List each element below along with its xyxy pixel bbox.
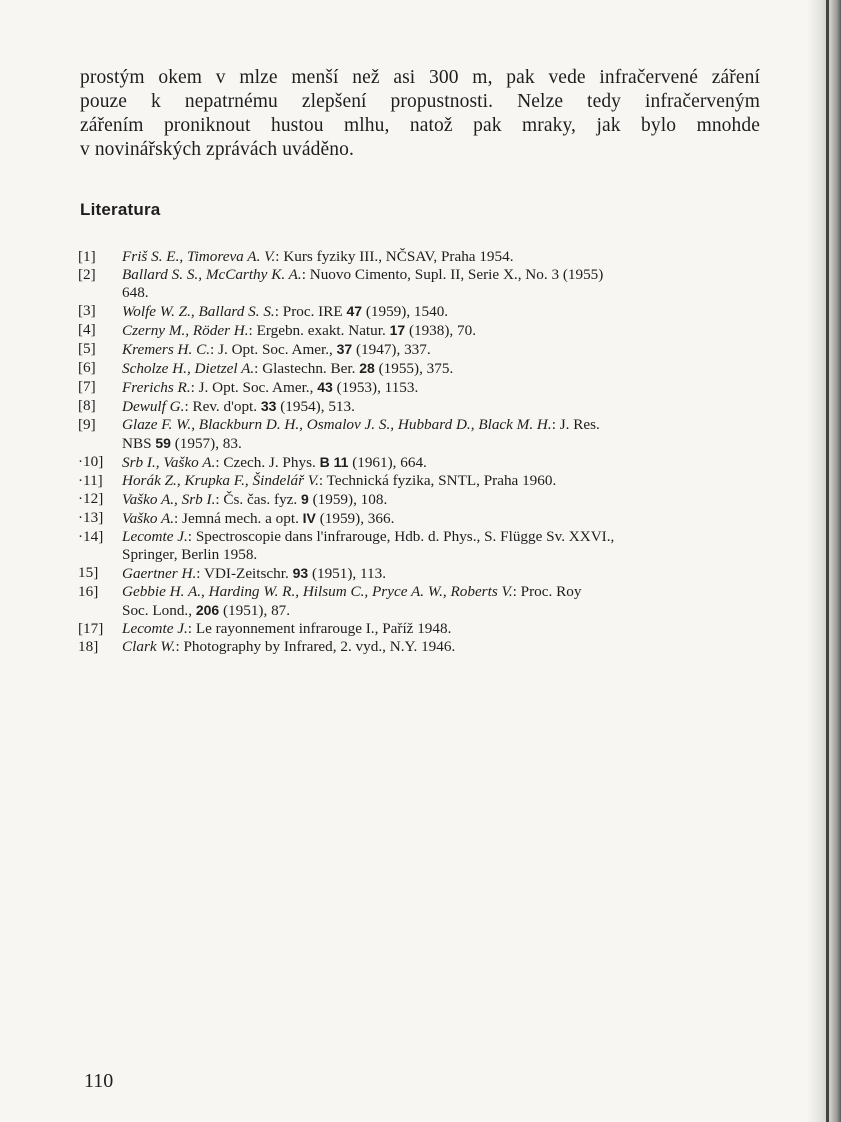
reference-source: : Glastechn. Ber. xyxy=(254,360,360,377)
reference-source: : Rev. d'opt. xyxy=(184,398,261,415)
reference-text xyxy=(122,583,768,620)
reference-item xyxy=(78,248,768,266)
reference-authors: Wolfe W. Z., Ballard S. S. xyxy=(122,303,275,320)
reference-continuation xyxy=(122,434,768,453)
reference-authors: Horák Z., Krupka F., Šindelář V. xyxy=(122,472,319,489)
reference-volume: 9 xyxy=(301,491,309,507)
intro-line: zářením proniknout hustou mlhu, natož pak mraky, jak bylo mnohde xyxy=(80,115,760,136)
reference-text xyxy=(122,638,768,656)
reference-number: [17] xyxy=(78,620,104,637)
reference-year-pages: (1955), 375. xyxy=(374,360,454,377)
reference-number: [7] xyxy=(78,378,96,395)
intro-line: pouze k nepatrnému zlepšení propustnosti. Nelze tedy infračerveným xyxy=(80,91,760,112)
reference-year-pages: (1938), 70. xyxy=(405,322,477,339)
reference-source: : Spectroscopie dans l'infrarouge, Hdb. d. Phys., S. Flügge Sv. XXVI., xyxy=(187,528,615,545)
section-heading: Literatura xyxy=(80,200,161,219)
reference-item xyxy=(78,564,768,583)
reference-item xyxy=(78,509,768,528)
reference-volume: 37 xyxy=(336,341,353,357)
reference-number: ·13] xyxy=(78,509,104,526)
reference-item xyxy=(78,638,768,656)
reference-number: [4] xyxy=(78,321,96,338)
reference-number: [1] xyxy=(78,248,96,265)
reference-source: : Le rayonnement infrarouge I., Paříž 1948. xyxy=(187,620,452,637)
reference-continuation-text: NBS xyxy=(122,435,156,452)
reference-source: : Kurs fyziky III., NČSAV, Praha 1954. xyxy=(275,248,514,265)
reference-year-pages: (1961), 664. xyxy=(348,454,427,471)
reference-authors: Gaertner H. xyxy=(122,565,197,582)
reference-text xyxy=(122,302,768,321)
page-number: 110 xyxy=(84,1070,114,1092)
reference-source: : Čs. čas. fyz. xyxy=(215,491,301,508)
reference-authors: Frerichs R. xyxy=(122,379,191,396)
reference-volume: 17 xyxy=(389,322,406,338)
reference-year-pages: (1954), 513. xyxy=(276,398,355,415)
reference-authors: Vaško A., Srb I. xyxy=(122,491,216,508)
reference-authors: Glaze F. W., Blackburn D. H., Osmalov J. S., Hubbard D., Black M. H. xyxy=(122,416,552,433)
reference-year-pages: (1957), 83. xyxy=(170,435,242,452)
reference-number: ·14] xyxy=(78,528,104,545)
reference-authors: Vaško A. xyxy=(122,510,175,527)
reference-number: ·10] xyxy=(78,453,104,470)
reference-authors: Dewulf G. xyxy=(122,398,185,415)
reference-item xyxy=(78,490,768,509)
reference-continuation: Springer, Berlin 1958. xyxy=(122,546,258,563)
reference-text xyxy=(122,416,768,453)
reference-source: : J. Opt. Soc. Amer., xyxy=(210,341,337,358)
reference-item xyxy=(78,528,768,564)
reference-authors: Lecomte J. xyxy=(122,620,188,637)
reference-text xyxy=(122,359,768,378)
reference-item xyxy=(78,397,768,416)
reference-volume: IV xyxy=(302,510,316,526)
reference-volume: 47 xyxy=(346,303,363,319)
reference-text xyxy=(122,564,768,583)
intro-paragraph xyxy=(80,66,760,162)
reference-text xyxy=(122,266,768,302)
reference-year-pages: (1951), 113. xyxy=(308,565,387,582)
reference-number: ·12] xyxy=(78,490,104,507)
reference-authors: Czerny M., Röder H. xyxy=(122,322,249,339)
reference-text xyxy=(122,248,768,266)
reference-year-pages: (1953), 1153. xyxy=(332,379,419,396)
reference-volume: 33 xyxy=(260,398,277,414)
reference-source: : VDI-Zeitschr. xyxy=(196,565,293,582)
reference-number: [2] xyxy=(78,266,96,283)
reference-text xyxy=(122,472,768,490)
reference-source: : Proc. IRE xyxy=(274,303,347,320)
reference-continuation: 648. xyxy=(122,284,149,301)
reference-item xyxy=(78,340,768,359)
reference-year-pages: (1951), 87. xyxy=(219,602,291,619)
reference-item xyxy=(78,378,768,397)
reference-text xyxy=(122,378,768,397)
reference-list xyxy=(78,248,768,656)
reference-text xyxy=(122,620,768,638)
reference-volume: 206 xyxy=(195,602,220,618)
reference-number: ·11] xyxy=(78,472,103,489)
reference-item xyxy=(78,453,768,472)
reference-source: : Ergebn. exakt. Natur. xyxy=(248,322,390,339)
page-gutter-shadow xyxy=(807,0,841,1122)
reference-number: [6] xyxy=(78,359,96,376)
reference-item xyxy=(78,266,768,302)
reference-number: 15] xyxy=(78,564,99,581)
page-edge xyxy=(826,0,829,1122)
reference-source: : J. Res. xyxy=(551,416,600,433)
reference-source: : Photography by Infrared, 2. vyd., N.Y. 1946. xyxy=(175,638,456,655)
reference-continuation-text: Soc. Lond., xyxy=(122,602,196,619)
reference-volume: B 11 xyxy=(319,454,349,470)
reference-authors: Gebbie H. A., Harding W. R., Hilsum C., Pryce A. W., Roberts V. xyxy=(122,583,513,600)
intro-line: v novinářských zprávách uváděno. xyxy=(80,139,354,160)
reference-text xyxy=(122,490,768,509)
reference-text xyxy=(122,321,768,340)
reference-authors: Lecomte J. xyxy=(122,528,188,545)
reference-number: 16] xyxy=(78,583,99,600)
reference-item xyxy=(78,620,768,638)
reference-number: 18] xyxy=(78,638,99,655)
reference-year-pages: (1959), 1540. xyxy=(362,303,449,320)
reference-authors: Srb I., Vaško A. xyxy=(122,454,216,471)
reference-authors: Ballard S. S., McCarthy K. A. xyxy=(122,266,302,283)
reference-authors: Friš S. E., Timoreva A. V. xyxy=(122,248,276,265)
reference-text xyxy=(122,453,768,472)
reference-authors: Scholze H., Dietzel A. xyxy=(122,360,255,377)
reference-text xyxy=(122,397,768,416)
reference-year-pages: (1947), 337. xyxy=(352,341,431,358)
reference-source: : Czech. J. Phys. xyxy=(215,454,320,471)
reference-text xyxy=(122,509,768,528)
reference-number: [3] xyxy=(78,302,96,319)
reference-text xyxy=(122,528,768,564)
reference-item xyxy=(78,583,768,620)
reference-volume: 43 xyxy=(317,379,333,395)
reference-item xyxy=(78,416,768,453)
reference-number: [5] xyxy=(78,340,96,357)
reference-year-pages: (1959), 108. xyxy=(308,491,388,508)
reference-volume: 59 xyxy=(155,435,171,451)
reference-authors: Kremers H. C. xyxy=(122,341,211,358)
reference-volume: 28 xyxy=(359,360,375,376)
reference-source: : J. Opt. Soc. Amer., xyxy=(190,379,318,396)
reference-item xyxy=(78,359,768,378)
reference-volume: 93 xyxy=(292,565,309,581)
reference-source: : Nuovo Cimento, Supl. II, Serie X., No. 3 (1955) xyxy=(301,266,604,283)
reference-continuation xyxy=(122,601,768,620)
reference-text xyxy=(122,340,768,359)
reference-year-pages: (1959), 366. xyxy=(315,510,395,527)
reference-number: [8] xyxy=(78,397,96,414)
reference-number: [9] xyxy=(78,416,96,433)
reference-item xyxy=(78,302,768,321)
reference-authors: Clark W. xyxy=(122,638,176,655)
reference-item xyxy=(78,472,768,490)
reference-source: : Jemná mech. a opt. xyxy=(174,510,303,527)
reference-source: : Technická fyzika, SNTL, Praha 1960. xyxy=(318,472,557,489)
reference-item xyxy=(78,321,768,340)
reference-source: : Proc. Roy xyxy=(512,583,582,600)
intro-line: prostým okem v mlze menší než asi 300 m, pak vede infračervené záření xyxy=(80,67,760,88)
